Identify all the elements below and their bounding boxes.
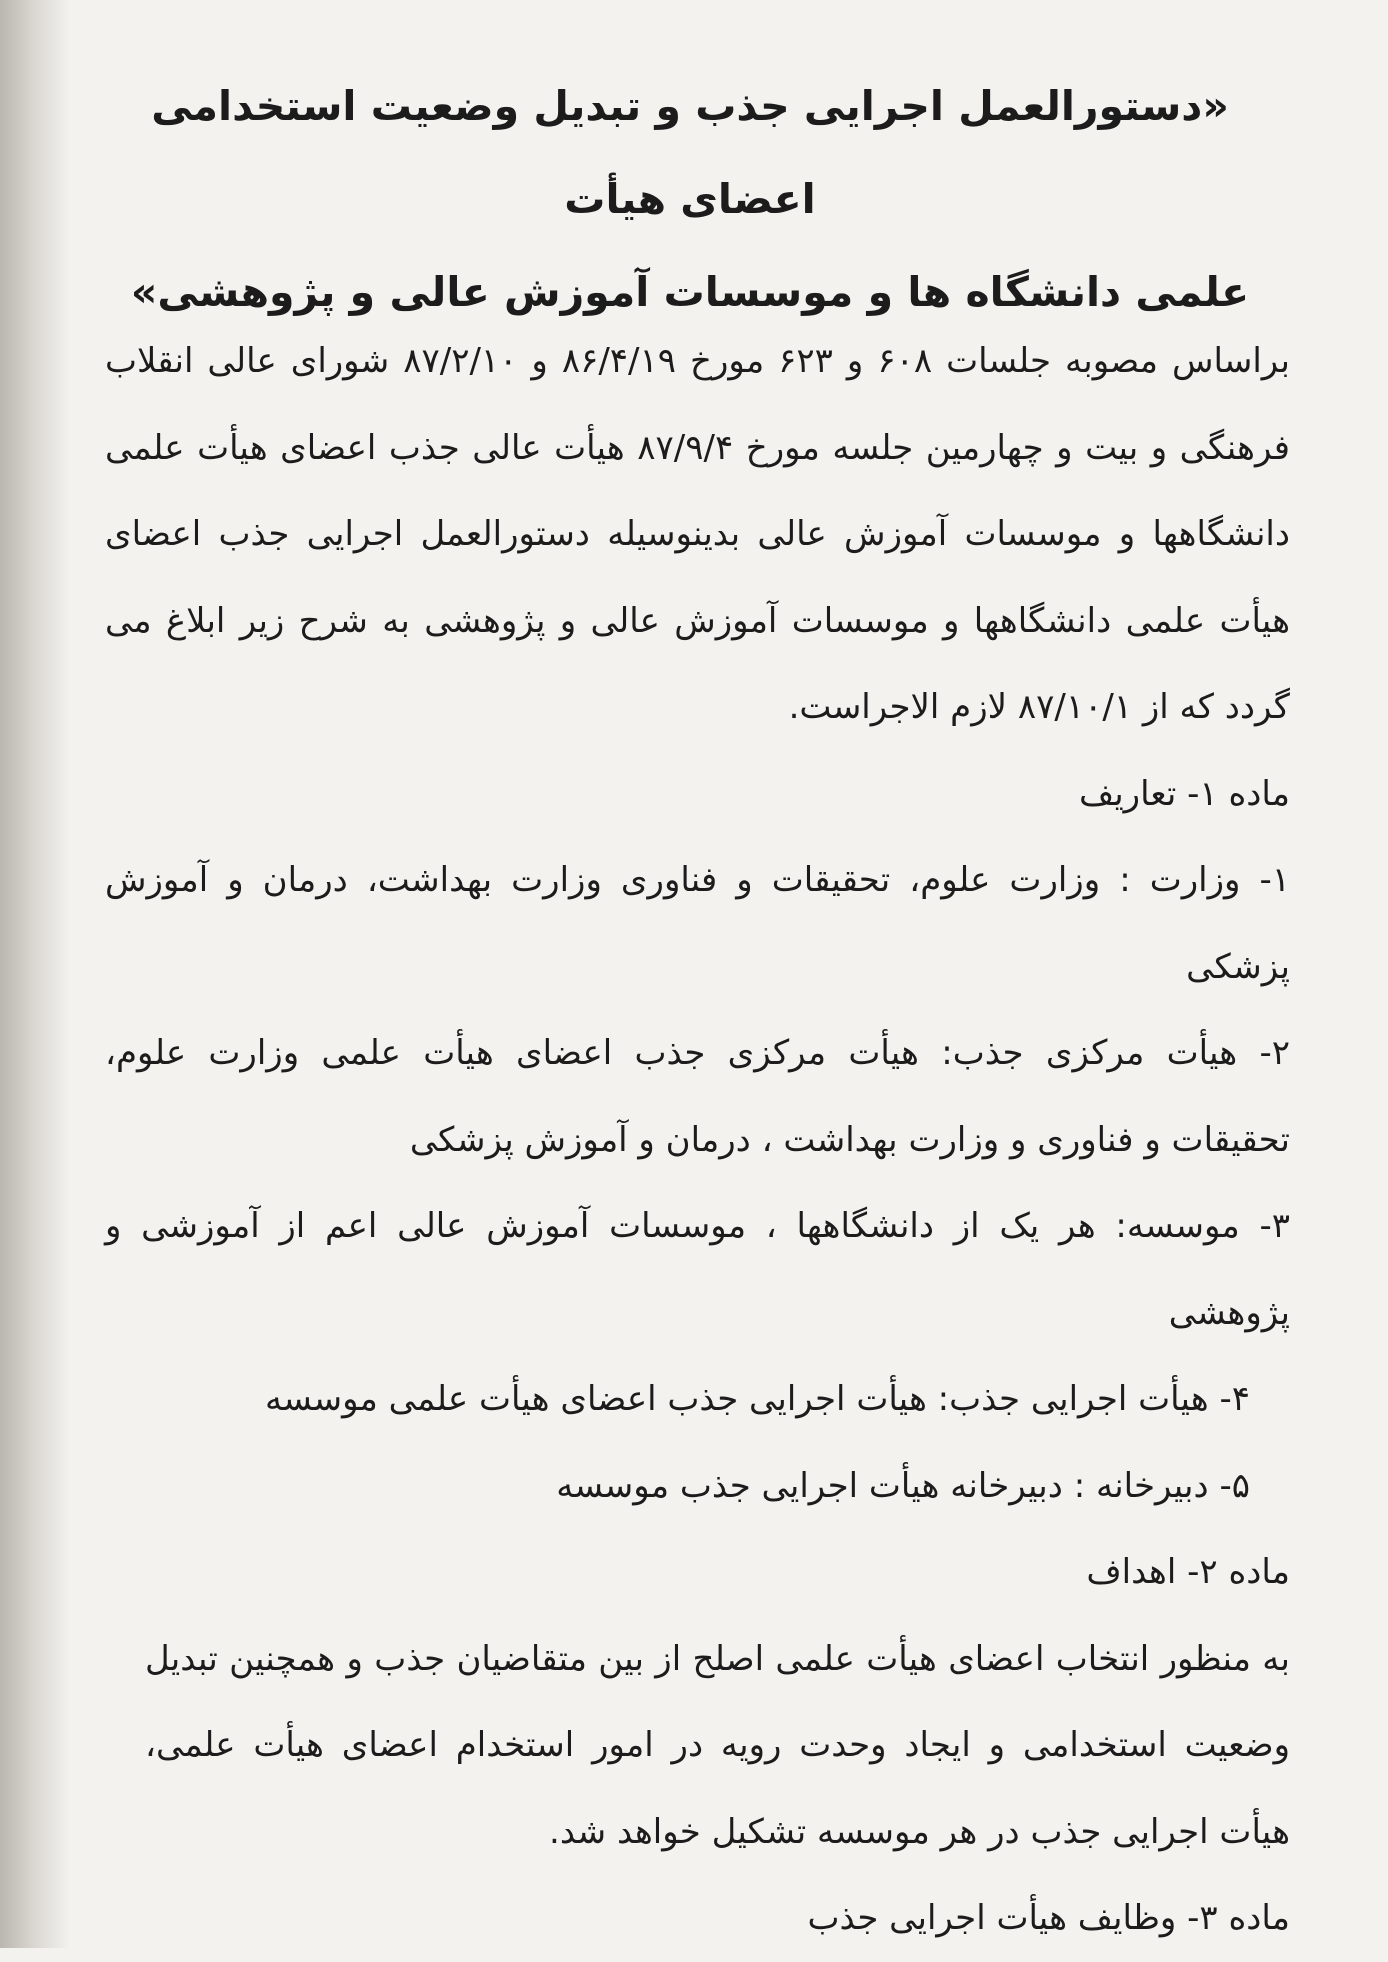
article-1-heading: ماده ۱- تعاریف xyxy=(1079,773,1290,814)
document-page xyxy=(80,0,1300,1948)
definition-item-3: ۳- موسسه: هر یک از دانشگاهها ، موسسات آموزش عالی اعم از آموزشی و پژوهشی xyxy=(105,1206,1290,1333)
definition-item-4: ۴- هیأت اجرایی جذب: هیأت اجرایی جذب اعضای هیأت علمی موسسه xyxy=(265,1379,1250,1419)
page-binding-shadow xyxy=(0,0,70,1948)
article-3-heading: ماده ۳- وظایف هیأت اجرایی جذب xyxy=(807,1898,1290,1938)
article-2-heading: ماده ۲- اهداف xyxy=(1086,1552,1290,1592)
document-body xyxy=(105,318,1290,1962)
title-line-2: علمی دانشگاه ها و موسسات آموزش عالی و پژوهشی» xyxy=(130,268,1250,316)
title-line-1: «دستورالعمل اجرایی جذب و تبدیل وضعیت استخدامی اعضای هیأت xyxy=(151,82,1229,223)
definition-item-5: ۵- دبیرخانه : دبیرخانه هیأت اجرایی جذب موسسه xyxy=(556,1465,1250,1506)
article-2-paragraph: به منظور انتخاب اعضای هیأت علمی اصلح از بین متقاضیان جذب و همچنین تبدیل وضعیت استخدامی و ایجاد وحدت رویه در امور استخدام اعضای هیأت علمی، هیأت اجرایی جذب در هر موسسه تشکیل خواهد شد. xyxy=(145,1638,1290,1852)
document-title xyxy=(80,60,1300,339)
preamble-paragraph: براساس مصوبه جلسات ۶۰۸ و ۶۲۳ مورخ ۸۶/۴/۱۹ و ۸۷/۲/۱۰ شورای عالی انقلاب فرهنگی و بیت و چهارمین جلسه مورخ ۸۷/۹/۴ هیأت عالی جذب اعضای هیأت علمی دانشگاهها و موسسات آموزش عالی بدینوسیله دستورالعمل اجرایی جذب اعضای هیأت علمی دانشگاهها و موسسات آموزش عالی و پژوهشی به شرح زیر ابلاغ می گردد که از ۸۷/۱۰/۱ لازم الاجراست. xyxy=(105,341,1290,727)
definition-item-2: ۲- هیأت مرکزی جذب: هیأت مرکزی جذب اعضای هیأت علمی وزارت علوم، تحقیقات و فناوری و وزارت بهداشت ، درمان و آموزش پزشکی xyxy=(105,1033,1290,1160)
definition-item-1: ۱- وزارت : وزارت علوم، تحقیقات و فناوری وزارت بهداشت، درمان و آموزش پزشکی xyxy=(105,860,1290,987)
